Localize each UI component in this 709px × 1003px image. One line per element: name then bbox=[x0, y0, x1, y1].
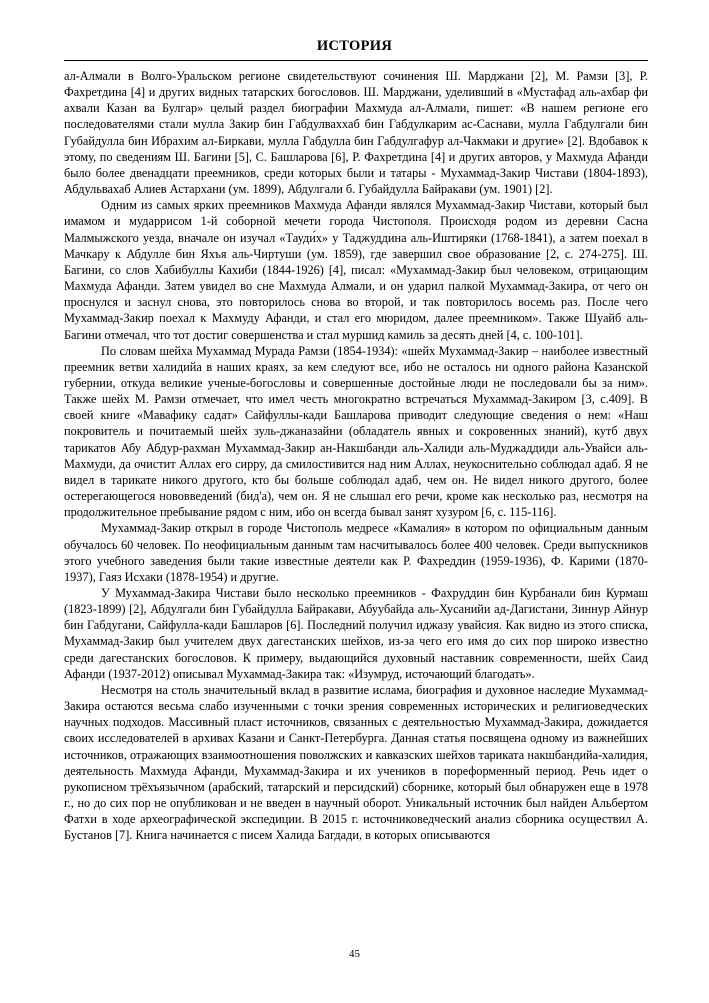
paragraph: Одним из самых ярких преемников Махмуда Афанди являлся Мухаммад-Закир Чистави, который был имамом и мударрисом 1-й соборной мечети города Чистополя. Происходя родом из деревни Сасна Малмыжского уезда, вначале он изучал «Тауди́х» у Таджуддина аль-Иштиряки (1768-1841), а затем поехал в Мачкару к Абдулле бин Яхъя аль-Чиртуши (ум. 1859), где завершил свое образование [2, с. 274-275]. Ш. Багини, со слов Хабибуллы Кахиби (1844-1926) [4], писал: «Мухаммад-Закир был человеком, отрицающим Махмуда Афанди. Затем увидел во сне Махмуда Алмали, и он ударил палкой Мухаммад-Закира, от чего он проснулся и заснул снова, это повторилось снова во второй, и так повторилось восемь раз. После чего Мухаммад-Закир поехал к Махмуду Афанди, и стал его мюридом, далее преемником». Также Шуайб аль-Багини отмечал, что тот достиг совершенства и стал муршид камиль за десять дней [4, с. 100-101]. bbox=[64, 198, 648, 342]
header-divider bbox=[64, 60, 648, 61]
paragraph-continuation: ал-Алмали в Волго-Уральском регионе свидетельствуют сочинения Ш. Марджани [2], М. Рамзи [3], Р. Фахретдина [4] и других видных татарских богословов. Ш. Марджани, уделивший в «Мустафад аль-ахбар фи ахвали Казан ва Булгар» целый раздел биографии Махмуда ал-Алмали, пишет: «В нашем регионе его последователями стали мулла Закир бин Габдулваххаб бин Габдулкарим ас-Саснави, мулла Габдулгали бин Губайдулла бин Ибрахим ал-Биркави, мулла Габдулла бин Габдулгафур ал-Чакмаки и другие» [2]. Вдобавок к этому, по сведениям Ш. Багини [5], С. Башларова [6], Р. Фахретдина [4] и других авторов, у Махмуда Афанди было более двенадцати преемников, среди которых были и татары - Мухаммад-Закир Чистави (1804-1893), Абдульвахаб Алиев Астархани (ум. 1899), Абдулгали б. Губайдулла Байракави (ум. 1901) [2]. bbox=[64, 69, 648, 197]
paragraph: Несмотря на столь значительный вклад в развитие ислама, биография и духовное наследие Мухаммад-Закира остаются весьма слабо изученными с точки зрения современных исторических и религиоведческих научных подходов. Массивный пласт источников, связанных с деятельностью Мухаммад-Закира, дожидается своих исследователей в архивах Казани и Санкт-Петербурга. Данная статья посвящена одному из важнейших источников, отражающих взаимоотношения поволжских и кавказских шейхов тариката накшбандийа-халидия, деятельность Махмуда Афанди, Мухаммад-Закира и их учеников в пореформенный период. Речь идет о рукописном трёхъязычном (арабский, татарский и персидский) сборнике, который был обнаружен еще в 1978 г., но до сих пор не опубликован и не введен в научный оборот. Уникальный источник был найден Альбертом Фатхи в ходе археографической экспедиции. В 2015 г. источниковедческий анализ сборника осуществил А. Бустанов [7]. Книга начинается с писем Халида Багдади, в которых описываются bbox=[64, 682, 648, 843]
article-body bbox=[64, 68, 648, 844]
paragraph: По словам шейха Мухаммад Мурада Рамзи (1854-1934): «шейх Мухаммад-Закир – наиболее известный преемник ветви халидийа в наших краях, за кем следуют все, ибо не осталось ни одного района Казанской губернии, откуда великие ученые-богословы и совершенные достойные люди не последовали бы за ним». Также шейх М. Рамзи отмечает, что имел честь многократно встречаться Мухаммад-Закиром [3, с.409]. В своей книге «Мавафику садат» Сайфуллы-кади Башларова приводит следующие сведения о нем: «Наш покровитель и почитаемый шейх зуль-джаназайни (обладатель явных и сокровенных знаний), кутб двух тарикатов Абу Абдур-рахман Мухаммад-Закир ан-Накшбанди аль-Халиди аль-Муджаддиди аль-Увайси аль-Махмуди, да очистит Аллах его сирру, да смилостивится над ним Аллах, неукоснительно соблюдал адаб. Я не видел в тарикате никого другого, кто бы больше соблюдал адаб, чем он. Не видел никого другого, более остерегающегося нововведений (бид'а), чем он. Я не слышал его речи, кроме как несколько раз, несмотря на продолжительное пребывание рядом с ним, ибо он всегда бывал занят хузуром [6, с. 115-116]. bbox=[64, 343, 648, 520]
page-number: 45 bbox=[349, 948, 360, 960]
paragraph: Мухаммад-Закир открыл в городе Чистополь медресе «Камалия» в котором по официальным данным обучалось 60 человек. По неофициальным данным там насчитывалось более 400 человек. Среди выпускников этого учебного заведения были такие известные деятели как Р. Фахреддин (1959-1936), Ф. Карими (1870-1937), Гаяз Исхаки (1878-1954) и другие. bbox=[64, 521, 648, 584]
paragraph: У Мухаммад-Закира Чистави было несколько преемников - Фахруддин бин Курбанали бин Курмаш (1823-1899) [2], Абдулгали бин Губайдулла Байракави, Абуубайда аль-Хусанийи ад-Дагистани, Зиннур Айнур бин Габдугани, Сайфулла-кади Башларов [6]. Последний получил иджазу увайсия. Как видно из этого списка, Мухаммад-Закир был учителем двух дагестанских шейхов, из-за чего его имя до сих пор широко известно среди дагестанских богословов. К примеру, выдающийся духовный наставник современности, шейх Саид Афанди (1937-2012) описывал Мухаммад-Закира так: «Изумруд, источающий благодать». bbox=[64, 586, 648, 681]
running-header-title: ИСТОРИЯ bbox=[316, 38, 393, 54]
